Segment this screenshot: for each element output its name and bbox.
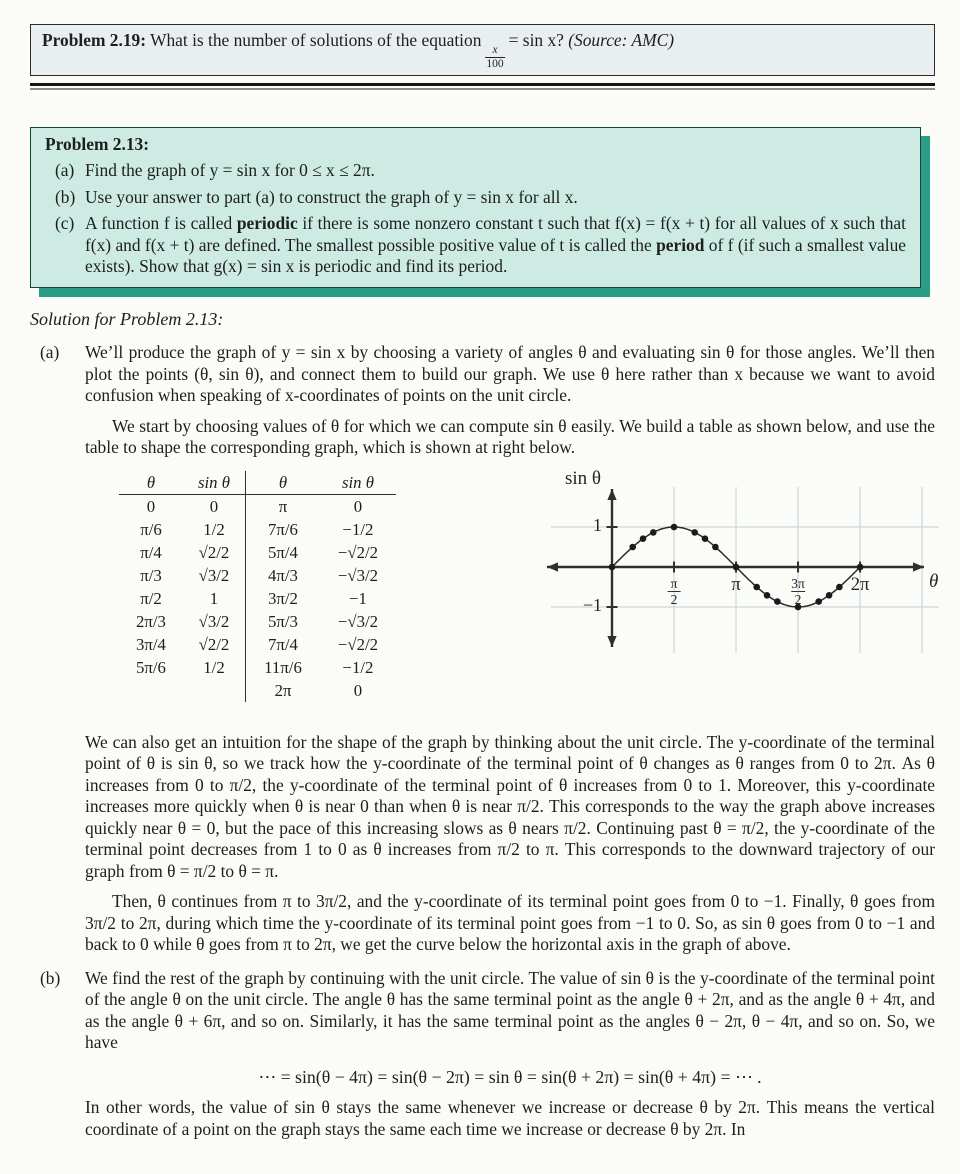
data-point	[815, 598, 822, 605]
table-cell: π/4	[140, 542, 162, 562]
table-cell: π/2	[140, 588, 162, 608]
problem-item-b	[45, 187, 906, 209]
table-cell: 2π/3	[136, 611, 166, 631]
table-header: θ	[119, 471, 183, 495]
table-cell: 4π/3	[268, 565, 298, 585]
data-point	[691, 529, 698, 536]
data-point	[733, 564, 740, 571]
table-cell: 3π/2	[268, 588, 298, 608]
table-row	[119, 494, 396, 518]
problem-2-19-text	[42, 28, 923, 71]
table-cell: π/3	[140, 565, 162, 585]
data-point	[650, 529, 657, 536]
table-row	[119, 564, 396, 587]
table-header-row	[119, 471, 396, 495]
data-point	[753, 584, 760, 591]
y-axis-label: sin θ	[565, 467, 602, 489]
solution-part-a	[30, 342, 939, 956]
table-cell: 11π/6	[264, 657, 302, 677]
data-point	[671, 524, 678, 531]
table-cell: −√2/2	[337, 542, 379, 562]
table-cell: 0	[146, 496, 156, 516]
table-row	[119, 656, 396, 679]
y-tick-label: 1	[593, 514, 602, 535]
problem-2-19-label: Problem 2.19:	[42, 30, 147, 50]
item-text: A function f is called periodic if there is some nonzero constant t such that f(x) = f(x + t) for all values of x such that f(x) and f(x + t) are defined. The smallest possible positive value of t is called the period of f (if such a smallest value exists). Show that g(x) = sin x is periodic and find its period.	[85, 213, 906, 277]
problem-item-a	[45, 160, 906, 182]
table-header: sin θ	[320, 471, 396, 495]
table-cell: 0	[353, 496, 363, 516]
problem-2-19-after: = sin x?	[508, 30, 564, 50]
table-header: θ	[246, 471, 321, 495]
table-row	[119, 633, 396, 656]
table-cell: 7π/6	[268, 519, 298, 539]
x-tick-label: 3π 2	[791, 575, 805, 608]
table-cell: 5π/6	[136, 657, 166, 677]
solution-part-b	[30, 968, 935, 1141]
x-tick-label: 2π	[850, 574, 870, 595]
data-point	[640, 535, 647, 542]
data-point	[836, 584, 843, 591]
paragraph: We’ll produce the graph of y = sin x by choosing a variety of angles θ and evaluating sin θ for those angles. We’ll then plot the points (θ, sin θ), and connect them to build our graph. We use θ here rather than x because we want to avoid confusion when speaking of x-coordinates of points on the unit circle.	[85, 342, 935, 406]
part-b-tag: (b)	[40, 967, 61, 988]
table-cell: √2/2	[183, 633, 246, 656]
axis-arrowhead	[547, 562, 558, 571]
table-cell	[183, 679, 246, 702]
data-point	[702, 535, 709, 542]
table-cell	[119, 679, 183, 702]
data-point	[609, 564, 616, 571]
table-cell: −1	[349, 588, 367, 608]
paragraph: We can also get an intuition for the shape of the graph by thinking about the unit circle. The y-coordinate of the terminal point of θ is sin θ, so we track how the y-coordinate of the terminal point of θ changes as θ ranges from 0 to 2π. As θ increases from 0 to π/2, the y-coordinate of the terminal point of θ increases from 0 to 1. Moreover, this y-coordinate increases more quickly when θ is near 0 than when θ is near π/2. This corresponds to the way the graph above increases quickly near θ = 0, but the pace of this increasing slows as θ nears π/2. Continuing past θ = π/2, the y-coordinate of the terminal point decreases from 1 to 0 as θ increases from π/2 to π. This corresponds to the downward trajectory of our graph from θ = π/2 to θ = π.	[85, 731, 935, 881]
problem-source: (Source: AMC)	[568, 30, 674, 50]
data-point	[629, 544, 636, 551]
sine-graph	[525, 467, 955, 717]
data-point	[764, 592, 771, 599]
double-rule-divider	[30, 83, 935, 90]
table-cell: −1/2	[342, 519, 374, 539]
table-cell: −√3/2	[337, 565, 379, 585]
x-tick-label: π 2	[668, 576, 681, 607]
sin-values-table	[119, 471, 396, 702]
problem-2-19-box	[30, 24, 935, 76]
table-cell: −1/2	[342, 657, 374, 677]
table-cell: π/6	[140, 519, 162, 539]
item-tag: (c)	[55, 213, 75, 234]
problem-2-19-before: What is the number of solutions of the equation	[150, 30, 482, 50]
table-cell: 1	[183, 587, 246, 610]
data-point	[712, 544, 719, 551]
table-header: sin θ	[183, 471, 246, 495]
paragraph: We find the rest of the graph by continuing with the unit circle. The value of sin θ is the y-coordinate of the terminal point of the angle θ on the unit circle. The angle θ has the same terminal point as the angle θ + 2π, and as the angle θ + 4π, and as the angle θ + 6π, and so on. Similarly, it has the same terminal point as the angles θ − 2π, θ − 4π, and so on. So, we have	[85, 967, 935, 1053]
table-row	[119, 679, 396, 702]
axis-arrowhead	[607, 636, 616, 647]
table-cell: 5π/3	[268, 611, 298, 631]
data-point	[774, 598, 781, 605]
table-cell: √2/2	[183, 541, 246, 564]
table-cell: 0	[353, 680, 363, 700]
part-a-tag: (a)	[40, 342, 60, 363]
item-tag: (b)	[55, 186, 76, 207]
table-row	[119, 541, 396, 564]
table-cell: 0	[183, 494, 246, 518]
item-tag: (a)	[55, 160, 75, 181]
table-and-graph-figure	[85, 467, 939, 723]
x-tick-label: π	[731, 574, 741, 595]
paragraph: Then, θ continues from π to 3π/2, and the y-coordinate of its terminal point goes from 0 to −1. Finally, θ goes from 3π/2 to 2π, during which time the y-coordinate of its terminal point goes from −1 to 0. So, as sin θ goes from 0 to −1 and back to 0 while θ goes from π to 2π, we get the curve below the horizontal axis in the graph of above.	[85, 891, 935, 955]
data-point	[826, 592, 833, 599]
sine-periodicity-equation: ⋯ = sin(θ − 4π) = sin(θ − 2π) = sin θ = sin(θ + 2π) = sin(θ + 4π) = ⋯ .	[258, 1066, 762, 1087]
paragraph: In other words, the value of sin θ stays the same whenever we increase or decrease θ by 2π. This means the vertical coordinate of a point on the graph stays the same each time we increase or decrease θ by 2π. In	[85, 1097, 935, 1139]
fraction-x-over-100: $\frac{x}{100}$	[486, 44, 504, 71]
x-axis-label: θ	[929, 570, 939, 592]
table-cell: 7π/4	[268, 634, 298, 654]
table-row	[119, 518, 396, 541]
solution-heading: Solution for Problem 2.13:	[30, 308, 224, 329]
table-cell: √3/2	[183, 564, 246, 587]
table-row	[119, 587, 396, 610]
paragraph: We start by choosing values of θ for which we can compute sin θ easily. We build a table as shown below, and use the table to shape the corresponding graph, which is shown at right below.	[85, 415, 935, 458]
problem-2-13-label: Problem 2.13:	[45, 133, 150, 154]
table-cell: 5π/4	[268, 542, 298, 562]
item-text: Use your answer to part (a) to construct the graph of y = sin x for all x.	[85, 186, 578, 207]
axis-arrowhead	[607, 489, 616, 500]
table-cell: −√2/2	[337, 634, 379, 654]
y-tick-label: −1	[582, 594, 602, 615]
data-point	[857, 564, 864, 571]
table-cell: −√3/2	[337, 611, 379, 631]
problem-2-13-box	[30, 127, 921, 288]
table-row	[119, 610, 396, 633]
table-cell: 1/2	[183, 518, 246, 541]
table-cell: 3π/4	[136, 634, 166, 654]
table-cell: 2π	[274, 680, 292, 700]
problem-item-c	[45, 213, 906, 278]
table-cell: π	[278, 496, 288, 516]
item-text: Find the graph of y = sin x for 0 ≤ x ≤ 2π.	[85, 160, 375, 181]
table-cell: 1/2	[183, 656, 246, 679]
table-cell: √3/2	[183, 610, 246, 633]
